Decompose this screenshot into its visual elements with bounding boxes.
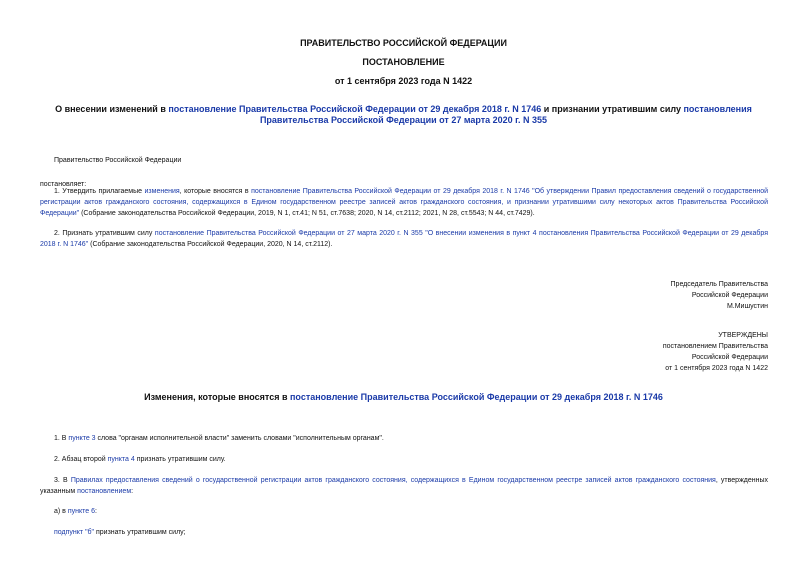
signature-title: Председатель Правительства xyxy=(670,281,768,288)
change3a-link-subpoint-b[interactable]: подпункт "б" xyxy=(54,529,95,536)
change-item-1 xyxy=(54,433,384,444)
change2-link-point-4[interactable]: пункта 4 xyxy=(107,456,135,463)
item1-link-changes[interactable]: изменения xyxy=(144,188,180,195)
government-title: ПРАВИТЕЛЬСТВО РОССИЙСКОЙ ФЕДЕРАЦИИ xyxy=(300,38,507,48)
changes-heading-text: Изменения, которые вносятся в xyxy=(144,392,290,402)
change3-link-decree[interactable]: постановлением xyxy=(77,488,132,495)
change3-text: , утвержденных указанным xyxy=(40,477,768,495)
item2-text: (Собрание законодательства Российской Федерации, 2020, N 14, ст.2112). xyxy=(88,241,333,248)
change3a-text: : xyxy=(95,508,97,515)
change3a1-text: признать утратившим силу; xyxy=(94,529,186,536)
change1-text: слова "органам исполнительной власти" заменить словами "исполнительным органам". xyxy=(95,435,384,442)
item1-text: (Собрание законодательства Российской Федерации, 2019, N 1, ст.41; N 51, ст.7638; 2020, N 14, ст.2112; 2021, N 28, ст.5543; N 44, ст.7429). xyxy=(79,210,535,217)
heading-link-355[interactable]: постановления Правительства Российской Федерации от 27 марта 2020 г. N 355 xyxy=(259,104,752,125)
change3a-text: а) в xyxy=(54,508,68,515)
item1-link-decree-1746[interactable]: постановление Правительства Российской Федерации от 29 декабря 2018 г. N 1746 "Об утверждении Правил предоставления сведений о государственной регистрации актов гражданского состояния, содержащихся в Едином государственном реестре записей актов гражданского состояния, и признании утратившими силу некоторых актов Правительства Российской Федерации" xyxy=(40,188,769,217)
paragraph-item-2 xyxy=(40,228,768,250)
change2-text: 2. Абзац второй xyxy=(54,456,108,463)
intro-text: Правительство Российской Федерации xyxy=(54,157,182,164)
paragraph-item-1 xyxy=(40,186,768,219)
approved-block xyxy=(540,330,768,374)
change-item-3a xyxy=(54,506,97,517)
change3-text: : xyxy=(131,488,134,495)
approved-by: постановлением Правительства xyxy=(662,343,768,350)
approved-date: от 1 сентября 2023 года N 1422 xyxy=(665,365,768,372)
item1-text: 1. Утвердить прилагаемые xyxy=(54,188,145,195)
signature-country: Российской Федерации xyxy=(691,292,768,299)
change3-text: 3. В xyxy=(54,477,71,484)
change-item-2 xyxy=(54,454,226,465)
heading-text: О внесении изменений в xyxy=(55,104,169,114)
change3a-link-point-6[interactable]: пункте 6 xyxy=(67,508,95,515)
document-date-number: от 1 сентября 2023 года N 1422 xyxy=(334,76,473,86)
change3-link-rules[interactable]: Правилах предоставления сведений о государственной регистрации актов гражданского состояния, содержащихся в Едином государственном реестре записей актов гражданского состояния xyxy=(70,477,716,484)
document-heading xyxy=(40,104,767,126)
change2-text: признать утратившим силу. xyxy=(134,456,226,463)
document-type: ПОСТАНОВЛЕНИЕ xyxy=(362,57,445,67)
change1-text: 1. В xyxy=(54,435,69,442)
change-item-3a-sub xyxy=(54,527,186,538)
signature-block xyxy=(540,279,768,312)
heading-link-1746[interactable]: постановление Правительства Российской Федерации от 29 декабря 2018 г. N 1746 xyxy=(168,104,542,114)
decree-text: постановляет: xyxy=(40,181,87,188)
approved-label: УТВЕРЖДЕНЫ xyxy=(718,332,768,339)
item1-text: , которые вносятся в xyxy=(179,188,252,195)
changes-heading xyxy=(40,392,767,402)
item2-text: 2. Признать утратившим силу xyxy=(54,230,155,237)
signature-name: М.Мишустин xyxy=(726,303,768,310)
changes-heading-link[interactable]: постановление Правительства Российской Федерации от 29 декабря 2018 г. N 1746 xyxy=(290,392,663,402)
heading-text: и признании утратившим силу xyxy=(541,104,684,114)
change-item-3 xyxy=(40,475,768,497)
item2-link-decree-355[interactable]: постановление Правительства Российской Федерации от 27 марта 2020 г. N 355 "О внесении изменения в пункт 4 постановления Правительства Российской Федерации от 29 декабря 2018 г. N 1746" xyxy=(40,230,768,248)
approved-country: Российской Федерации xyxy=(691,354,768,361)
change1-link-point-3[interactable]: пункте 3 xyxy=(68,435,96,442)
